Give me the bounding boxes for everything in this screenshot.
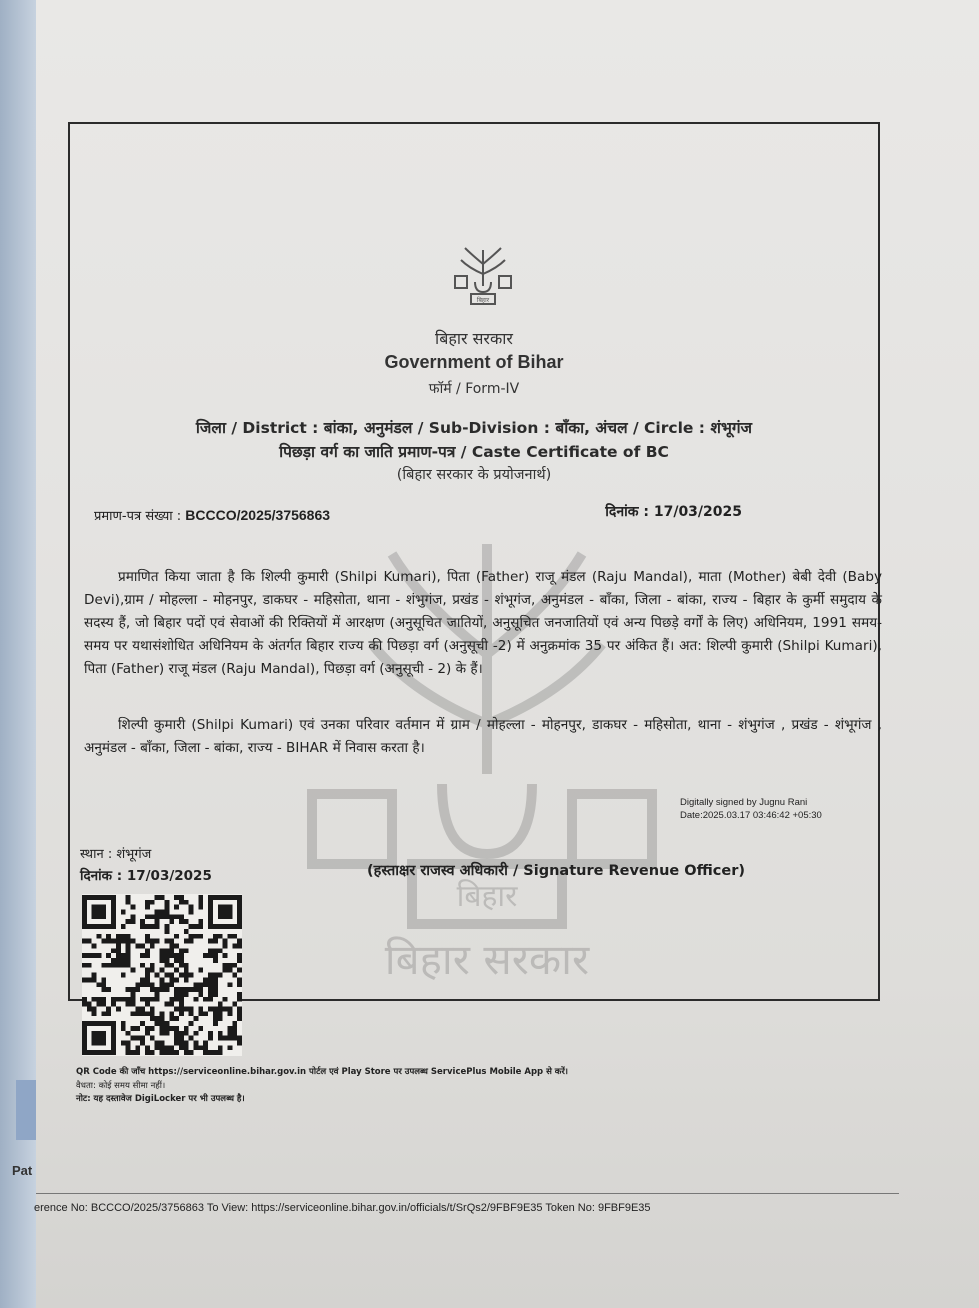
folder-tab-label: Pat <box>12 1163 33 1178</box>
watermark-emblem-text: बिहार <box>456 879 518 914</box>
certificate-page <box>36 0 979 1308</box>
district-line: जिला / District : बांका, अनुमंडल / Sub-Division : बाँका, अंचल / Circle : शंभूगंज <box>195 419 753 437</box>
digital-signature-name: Digitally signed by Jugnu Rani <box>680 797 808 808</box>
place-label: स्थान : <box>80 847 113 862</box>
certificate-number-value: BCCCO/2025/3756863 <box>185 507 331 523</box>
government-name-hindi: बिहार सरकार <box>435 329 513 348</box>
emblem-text: बिहार <box>476 297 490 304</box>
certificate-body-paragraph-1: प्रमाणित किया जाता है कि शिल्पी कुमारी (Shilpi Kumari), पिता (Father) राजू मंडल (Raju Mandal), माता (Mother) बेबी देवी (Baby Devi),ग्राम / मोहल्ला - मोहनपुर, डाकघर - महिसोता, थाना - शंभुगंज, प्रखंड - शंभूगंज, अनुमंडल - बाँका, जिला - बांका, राज्य - बिहार के कुर्मी समुदाय के सदस्य हैं, जो बिहार पदों एवं सेवाओं की रिक्तियों में आरक्षण (अनुसूचित जातियों, अनुसूचित जनजातियों एवं अन्य पिछड़े वर्गों के लिए) अधिनियम, 1991 समय-समय पर यथासंशोधित अधिनियम के अंतर्गत बिहार राज्य की पिछड़ा वर्ग (अनुसूची -2) में अनुक्रमांक 35 पर अंकित हैं। अत: शिल्पी कुमारी (Shilpi Kumari), पिता (Father) राजू मंडल (Raju Mandal), पिछड़ा वर्ग (अनुसूची - 2) के हैं। <box>84 569 882 677</box>
place-date <box>80 866 212 884</box>
form-number: फॉर्म / Form-IV <box>428 381 520 397</box>
certificate-body-paragraph-2: शिल्पी कुमारी (Shilpi Kumari) एवं उनका परिवार वर्तमान में ग्राम / मोहल्ला - मोहनपुर, डाकघर - महिसोता, थाना - शंभुगंज , प्रखंड - शंभूगंज , अनुमंडल - बाँका, जिला - बांका, राज्य - BIHAR में निवास करता है। <box>84 717 882 756</box>
place-date-label: दिनांक : <box>80 868 123 884</box>
reference-footer: erence No: BCCCO/2025/3756863 To View: https://serviceonline.bihar.gov.in/officials/t/SrQs2/9FBF9E35 Token No: 9FBF9E35 <box>34 1202 651 1214</box>
issue-date-label: दिनांक : <box>605 504 649 520</box>
certificate-purpose: (बिहार सरकार के प्रयोजनार्थ) <box>396 467 552 483</box>
footer-divider <box>36 1193 899 1194</box>
digital-signature-block <box>680 796 822 822</box>
certificate-title: पिछड़ा वर्ग का जाति प्रमाण-पत्र / Caste Certificate of BC <box>279 443 669 461</box>
place-date-value: 17/03/2025 <box>126 868 212 884</box>
bihar-emblem-icon <box>451 242 515 310</box>
qr-verification-note: QR Code की जाँच https://serviceonline.bihar.gov.in पोर्टल एवं Play Store पर उपलब्ध ServicePlus Mobile App से करें। <box>76 1067 569 1077</box>
certificate-number <box>94 506 330 524</box>
issue-date <box>605 502 742 521</box>
government-name-english: Government of Bihar <box>384 352 564 372</box>
issue-date-value: 17/03/2025 <box>653 504 742 520</box>
watermark-text: बिहार सरकार <box>384 935 590 984</box>
digilocker-note: नोट: यह दस्तावेज DigiLocker पर भी उपलब्ध है। <box>76 1094 245 1104</box>
qr-code[interactable] <box>82 894 242 1056</box>
certificate-number-label: प्रमाण-पत्र संख्या : <box>94 509 182 524</box>
validity-note: वैधता: कोई समय सीमा नहीं। <box>76 1081 166 1091</box>
signature-revenue-officer: (हस्ताक्षर राजस्व अधिकारी / Signature Revenue Officer) <box>367 863 745 879</box>
certificate-frame <box>68 122 882 1104</box>
place <box>80 844 151 862</box>
place-value: शंभूगंज <box>116 847 152 862</box>
digital-signature-date: Date:2025.03.17 03:46:42 +05:30 <box>680 810 822 821</box>
